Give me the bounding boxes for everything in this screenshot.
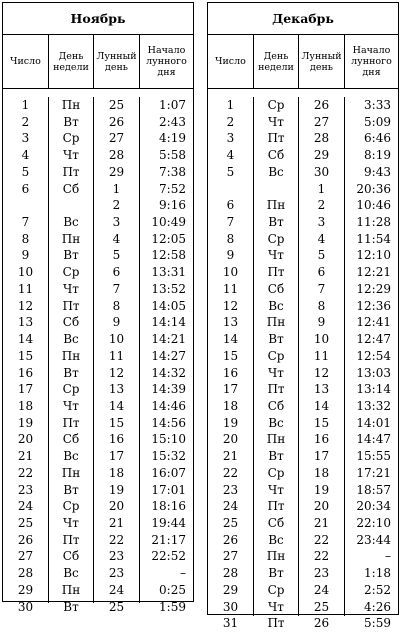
table-cell: 26	[313, 98, 330, 112]
header-lunar-day: Лунный день	[93, 35, 139, 88]
table-cell: 10:46	[356, 198, 391, 213]
table-cell: 30	[17, 599, 34, 614]
table-cell: 3	[226, 131, 235, 146]
table-cell: Чт	[268, 599, 284, 614]
table-cell: 22	[17, 465, 34, 480]
table-cell: 17	[313, 449, 330, 464]
table-cell: 24	[108, 582, 125, 597]
table-cell: 8:19	[364, 148, 391, 163]
table-cell: 10	[108, 332, 125, 347]
table-cell: 20:34	[356, 499, 391, 514]
table-cell: 1	[21, 98, 30, 112]
column-lunar-day-start	[344, 97, 398, 631]
table-cell: 18	[17, 398, 34, 413]
table-cell: 5:59	[364, 616, 391, 631]
table-cell: –	[180, 566, 186, 581]
table-november	[2, 2, 194, 614]
table-cell: Сб	[62, 432, 80, 447]
table-cell: 11	[222, 281, 239, 296]
table-cell: 23:44	[356, 532, 391, 547]
table-cell: 15	[108, 415, 125, 430]
header-date: Число	[215, 56, 246, 67]
table-cell: 22	[313, 532, 330, 547]
table-cell: 14:56	[151, 415, 186, 430]
table-cell: 24	[17, 499, 34, 514]
table-title: Декабрь	[208, 3, 398, 35]
table-cell: 6:46	[364, 131, 391, 146]
table-cell: 4:19	[159, 131, 186, 146]
table-cell: 23	[222, 482, 239, 497]
table-cell: Ср	[62, 382, 80, 397]
table-cell: 22:52	[151, 549, 186, 564]
header-weekday: День недели	[253, 35, 298, 88]
table-cell: 1	[112, 181, 121, 196]
table-cell: Вт	[268, 449, 284, 464]
table-cell: Пт	[267, 499, 285, 514]
table-cell: 19	[222, 415, 239, 430]
table-cell: 3	[112, 215, 121, 230]
table-cell: 7:52	[159, 181, 186, 196]
table-cell: 26	[222, 532, 239, 547]
table-cell: 20	[222, 432, 239, 447]
table-cell: 22	[222, 465, 239, 480]
table-cell: 13	[17, 315, 34, 330]
table-cell: 5	[21, 164, 30, 179]
table-cell: 31	[222, 616, 239, 631]
table-cell: 29	[222, 582, 239, 597]
table-cell: 19	[17, 415, 34, 430]
table-cell: 9	[112, 315, 121, 330]
table-cell: 10	[17, 265, 34, 280]
table-cell: 26	[108, 114, 125, 129]
table-cell: 14	[313, 398, 330, 413]
table-cell: 14:21	[151, 332, 186, 347]
table-cell: Вт	[63, 114, 79, 129]
table-cell: 26	[313, 616, 330, 631]
table-cell: 11:54	[356, 231, 391, 246]
table-cell: 20	[17, 432, 34, 447]
table-cell: Пн	[61, 465, 81, 480]
table-cell: 15:55	[356, 449, 391, 464]
table-cell: 7	[21, 215, 30, 230]
table-cell: 25	[222, 515, 239, 530]
table-cell: 9	[21, 248, 30, 263]
table-cell: 14	[222, 332, 239, 347]
table-cell: 5	[317, 248, 326, 263]
table-cell: 7	[317, 281, 326, 296]
table-cell: 14:46	[151, 398, 186, 413]
table-cell: 21:17	[151, 532, 186, 547]
table-cell: 11	[108, 348, 125, 363]
table-cell: Ср	[267, 465, 285, 480]
table-cell: 6	[317, 265, 326, 280]
table-cell: Ср	[62, 265, 80, 280]
table-cell: 19	[108, 482, 125, 497]
table-cell: 28	[313, 131, 330, 146]
column-lunar-day	[298, 97, 344, 631]
table-cell: 27	[17, 549, 34, 564]
table-title: Ноябрь	[3, 3, 193, 35]
table-cell: 28	[108, 148, 125, 163]
header-weekday: День недели	[48, 35, 93, 88]
table-cell: 4	[21, 148, 30, 163]
table-cell: 16	[313, 432, 330, 447]
table-cell: 23	[108, 549, 125, 564]
table-cell: 19:44	[151, 515, 186, 530]
table-cell: 2	[21, 114, 30, 129]
table-cell: 25	[108, 599, 125, 614]
table-cell: 24	[222, 499, 239, 514]
table-cell: 13	[108, 382, 125, 397]
header-lunar-day: Лунный день	[298, 35, 344, 88]
table-cell: 12:05	[151, 231, 186, 246]
table-cell: 12	[108, 365, 125, 380]
table-cell: –	[385, 549, 391, 564]
table-cell: Пн	[61, 582, 81, 597]
table-cell: Вт	[268, 332, 284, 347]
table-cell: Вс	[63, 215, 79, 230]
table-cell: 3	[21, 131, 30, 146]
table-cell: 29	[17, 582, 34, 597]
table-cell: 17:01	[151, 482, 186, 497]
table-cell: Пт	[62, 415, 80, 430]
table-cell: Вт	[63, 482, 79, 497]
table-cell: Пт	[62, 532, 80, 547]
table-cell: 20:36	[356, 181, 391, 196]
table-cell: Вс	[63, 332, 79, 347]
table-cell: 11	[313, 348, 330, 363]
header-lunar-day-start: Начало лунного дня	[139, 35, 193, 88]
header-lunar-day-start: Начало лунного дня	[344, 35, 398, 88]
table-cell: 8	[226, 231, 235, 246]
table-cell	[208, 181, 253, 198]
table-cell: Сб	[62, 181, 80, 196]
table-cell: 12:21	[356, 265, 391, 280]
table-cell: Пн	[266, 549, 286, 564]
table-cell: Чт	[268, 114, 284, 129]
table-cell: 17:21	[356, 465, 391, 480]
table-cell: 16	[17, 365, 34, 380]
table-cell: 9:16	[159, 198, 186, 213]
table-cell: 15	[313, 415, 330, 430]
table-cell: 4	[226, 148, 235, 163]
table-cell: 0:25	[159, 582, 186, 597]
table-cell: Пт	[267, 382, 285, 397]
table-cell: Пт	[267, 616, 285, 631]
table-cell: 16:07	[151, 465, 186, 480]
table-cell: 9	[317, 315, 326, 330]
table-cell: 2	[317, 198, 326, 213]
table-cell: 18	[108, 465, 125, 480]
table-cell: 12:10	[356, 248, 391, 263]
table-cell: 13:52	[151, 281, 186, 296]
table-cell: 8	[112, 298, 121, 313]
table-cell: 27	[108, 131, 125, 146]
column-weekday	[48, 97, 93, 614]
table-cell: 21	[108, 515, 125, 530]
table-cell: 14:47	[356, 432, 391, 447]
table-cell	[254, 181, 298, 198]
table-cell: 25	[17, 515, 34, 530]
table-cell: 11:28	[356, 215, 391, 230]
table-cell: 14:01	[356, 415, 391, 430]
table-cell: Вс	[268, 532, 284, 547]
table-cell: 29	[313, 148, 330, 163]
table-cell: 7	[112, 281, 121, 296]
table-cell: 10:49	[151, 215, 186, 230]
table-cell	[49, 197, 93, 214]
table-cell: 12	[222, 298, 239, 313]
table-cell: 30	[313, 164, 330, 179]
table-cell: 22	[108, 532, 125, 547]
table-cell: Сб	[267, 281, 285, 296]
table-cell: 16	[222, 365, 239, 380]
table-cell: 28	[17, 566, 34, 581]
column-date	[208, 97, 253, 631]
table-cell: 14:32	[151, 365, 186, 380]
table-cell: 20	[313, 499, 330, 514]
table-cell: Пн	[61, 231, 81, 246]
table-cell: 2	[112, 198, 121, 213]
table-cell: 14:39	[151, 382, 186, 397]
table-cell: Ср	[267, 582, 285, 597]
table-cell: 3:33	[364, 98, 391, 112]
table-cell: Ср	[267, 231, 285, 246]
table-cell: 13:03	[356, 365, 391, 380]
table-cell: 13	[313, 382, 330, 397]
table-cell: 2:43	[159, 114, 186, 129]
table-cell: Вс	[63, 566, 79, 581]
table-cell: Ср	[62, 499, 80, 514]
table-cell: 20	[108, 499, 125, 514]
table-cell: 21	[313, 515, 330, 530]
table-cell: 29	[108, 164, 125, 179]
table-cell: 5:58	[159, 148, 186, 163]
table-cell: Вс	[268, 415, 284, 430]
table-cell: 14:05	[151, 298, 186, 313]
table-cell: 7	[226, 215, 235, 230]
table-cell: 3	[317, 215, 326, 230]
table-cell: 21	[17, 449, 34, 464]
table-cell: Пт	[62, 298, 80, 313]
header-date: Число	[10, 56, 41, 67]
table-cell: 1	[317, 181, 326, 196]
table-cell: Вс	[268, 164, 284, 179]
table-cell: Ср	[62, 131, 80, 146]
table-cell: 26	[17, 532, 34, 547]
table-cell: 21	[222, 449, 239, 464]
table-cell: 12:29	[356, 281, 391, 296]
table-header	[3, 35, 193, 89]
table-cell: 12:41	[356, 315, 391, 330]
table-cell: Вт	[268, 566, 284, 581]
table-cell: 2	[226, 114, 235, 129]
table-cell: 1:18	[364, 566, 391, 581]
table-header	[208, 35, 398, 89]
table-cell: 17	[108, 449, 125, 464]
table-cell: 4	[317, 231, 326, 246]
table-cell: 10	[222, 265, 239, 280]
table-cell: Пн	[266, 432, 286, 447]
table-cell: Чт	[268, 248, 284, 263]
table-cell: Сб	[267, 398, 285, 413]
table-cell: 18:16	[151, 499, 186, 514]
table-cell: Вт	[63, 365, 79, 380]
table-cell: 16	[108, 432, 125, 447]
table-cell: 4:26	[364, 599, 391, 614]
table-cell: 7:38	[159, 164, 186, 179]
table-cell: 5	[112, 248, 121, 263]
table-cell: 22:10	[356, 515, 391, 530]
table-cell: Пн	[266, 198, 286, 213]
table-cell: 18	[222, 398, 239, 413]
table-cell: 12	[313, 365, 330, 380]
table-cell: Чт	[63, 281, 79, 296]
table-cell: 8	[21, 231, 30, 246]
table-cell: Пт	[267, 265, 285, 280]
table-cell: Сб	[267, 148, 285, 163]
table-body	[3, 89, 193, 614]
table-cell: 6	[112, 265, 121, 280]
table-cell: 11	[17, 281, 34, 296]
table-cell: Чт	[63, 148, 79, 163]
table-cell: Пн	[61, 98, 81, 112]
table-cell: Вт	[268, 215, 284, 230]
table-cell: 15:10	[151, 432, 186, 447]
table-cell: Пт	[62, 164, 80, 179]
table-cell: 25	[313, 599, 330, 614]
table-cell: 28	[222, 566, 239, 581]
table-cell: Чт	[268, 365, 284, 380]
table-cell: 2:52	[364, 582, 391, 597]
table-cell: 25	[108, 98, 125, 112]
table-cell: 9:43	[364, 164, 391, 179]
table-cell: 23	[17, 482, 34, 497]
table-cell: 18:57	[356, 482, 391, 497]
table-cell: Сб	[62, 549, 80, 564]
table-cell: 14:27	[151, 348, 186, 363]
table-cell: 24	[313, 582, 330, 597]
table-cell: 4	[112, 231, 121, 246]
column-date	[3, 97, 48, 614]
table-cell: 18	[313, 465, 330, 480]
table-cell: 14	[17, 332, 34, 347]
table-cell: Чт	[268, 482, 284, 497]
table-cell: Сб	[62, 315, 80, 330]
table-cell: Ср	[267, 98, 285, 112]
table-cell: 9	[226, 248, 235, 263]
table-cell: 12	[17, 298, 34, 313]
table-cell: Пн	[61, 348, 81, 363]
table-cell: Вт	[63, 599, 79, 614]
table-cell	[3, 197, 48, 214]
table-cell: 13:31	[151, 265, 186, 280]
table-cell: 15	[17, 348, 34, 363]
table-cell: 14	[108, 398, 125, 413]
table-cell: 12:54	[356, 348, 391, 363]
table-cell: 10	[313, 332, 330, 347]
table-cell: 23	[108, 566, 125, 581]
table-cell: 22	[313, 549, 330, 564]
table-december	[207, 2, 399, 631]
column-lunar-day	[93, 97, 139, 614]
table-cell: 30	[222, 599, 239, 614]
column-weekday	[253, 97, 298, 631]
table-cell: 13:32	[356, 398, 391, 413]
table-cell: 27	[222, 549, 239, 564]
table-cell: 12:47	[356, 332, 391, 347]
table-cell: 6	[21, 181, 30, 196]
table-cell: 15	[222, 348, 239, 363]
table-cell: Пн	[266, 315, 286, 330]
table-body	[208, 89, 398, 631]
column-lunar-day-start	[139, 97, 193, 614]
table-cell: 17	[17, 382, 34, 397]
table-cell: 1:59	[159, 599, 186, 614]
table-cell: Вт	[63, 248, 79, 263]
table-cell: 15:32	[151, 449, 186, 464]
table-cell: Пт	[267, 131, 285, 146]
table-cell: 5	[226, 164, 235, 179]
table-cell: 12:36	[356, 298, 391, 313]
table-cell: Вс	[268, 298, 284, 313]
table-cell: Чт	[63, 515, 79, 530]
table-cell: 1:07	[159, 98, 186, 112]
table-cell: 8	[317, 298, 326, 313]
table-cell: Вс	[63, 449, 79, 464]
table-cell: 6	[226, 198, 235, 213]
table-cell: 12:58	[151, 248, 186, 263]
table-cell: Ср	[267, 348, 285, 363]
table-cell: 13:14	[356, 382, 391, 397]
table-cell: 13	[222, 315, 239, 330]
table-cell: 19	[313, 482, 330, 497]
table-cell: 1	[226, 98, 235, 112]
table-cell: Чт	[63, 398, 79, 413]
table-cell: 17	[222, 382, 239, 397]
table-cell: Сб	[267, 515, 285, 530]
table-cell: 27	[313, 114, 330, 129]
table-cell: 14:14	[151, 315, 186, 330]
table-cell: 23	[313, 566, 330, 581]
table-cell: 5:09	[364, 114, 391, 129]
